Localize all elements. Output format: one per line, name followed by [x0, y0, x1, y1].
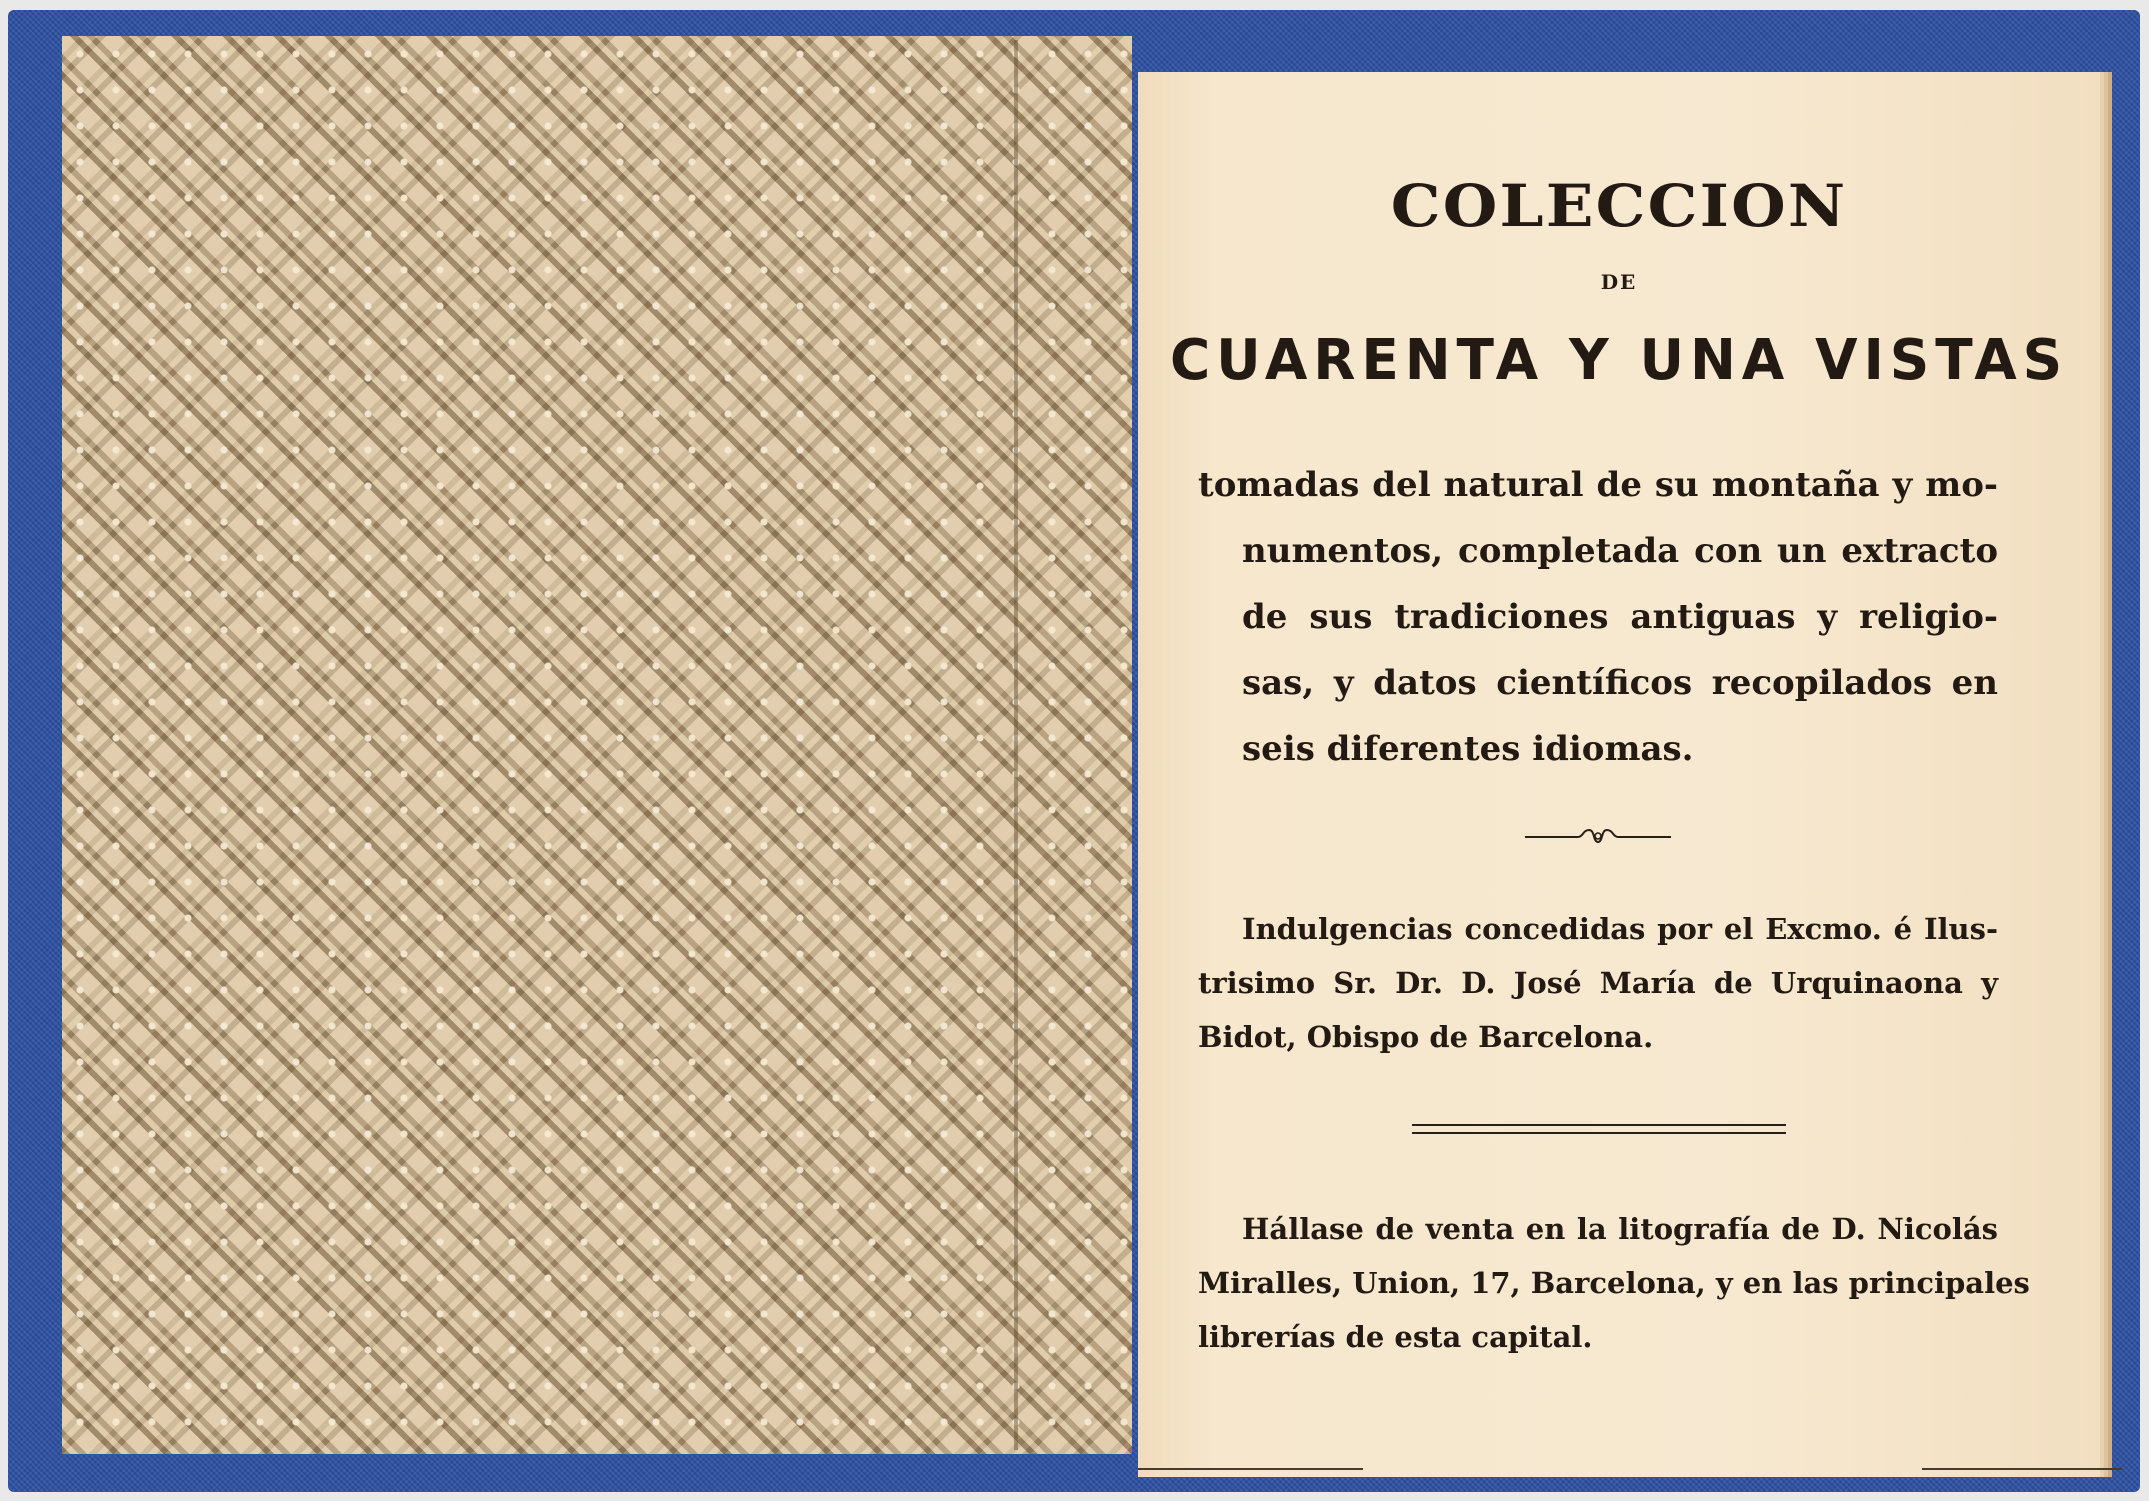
title-de: DE — [1600, 270, 1638, 294]
sale-line: librerías de esta capital. — [1198, 1320, 1593, 1354]
ornament-flourish — [1523, 824, 1673, 848]
description-line: de sus tradiciones antiguas y religio- — [1242, 597, 1998, 637]
sale-paragraph — [1198, 1202, 2030, 1364]
description-line: seis diferentes idiomas. — [1242, 729, 1694, 769]
sale-line: Miralles, Union, 17, Barcelona, y en las principales — [1198, 1266, 2030, 1300]
page-bottom-rule-right — [1922, 1468, 2122, 1470]
description-paragraph — [1198, 452, 1998, 782]
endpaper-fold — [1014, 40, 1018, 1450]
indulgence-line: Indulgencias concedidas por el Excmo. é Ilus- — [1242, 912, 1998, 946]
description-line: numentos, completada con un extracto — [1242, 531, 1998, 571]
description-line: sas, y datos científicos recopilados en — [1242, 663, 1998, 703]
double-rule-top — [1412, 1124, 1786, 1126]
patterned-endpaper — [62, 36, 1132, 1454]
title-page — [1138, 72, 2100, 1477]
description-line: tomadas del natural de su montaña y mo- — [1198, 465, 1998, 505]
title-cuarenta-vistas: CUARENTA Y UNA VISTAS — [1169, 328, 2069, 393]
double-rule-bottom — [1412, 1132, 1786, 1134]
indulgence-line: trisimo Sr. Dr. D. José María de Urquinaona y — [1198, 966, 1998, 1000]
indulgence-paragraph — [1198, 902, 1998, 1064]
sale-line: Hállase de venta en la litografía de D. Nicolás — [1242, 1212, 1998, 1246]
title-coleccion: COLECCION — [1390, 172, 1848, 240]
indulgence-line: Bidot, Obispo de Barcelona. — [1198, 1020, 1654, 1054]
page-bottom-rule-left — [1138, 1468, 1363, 1470]
